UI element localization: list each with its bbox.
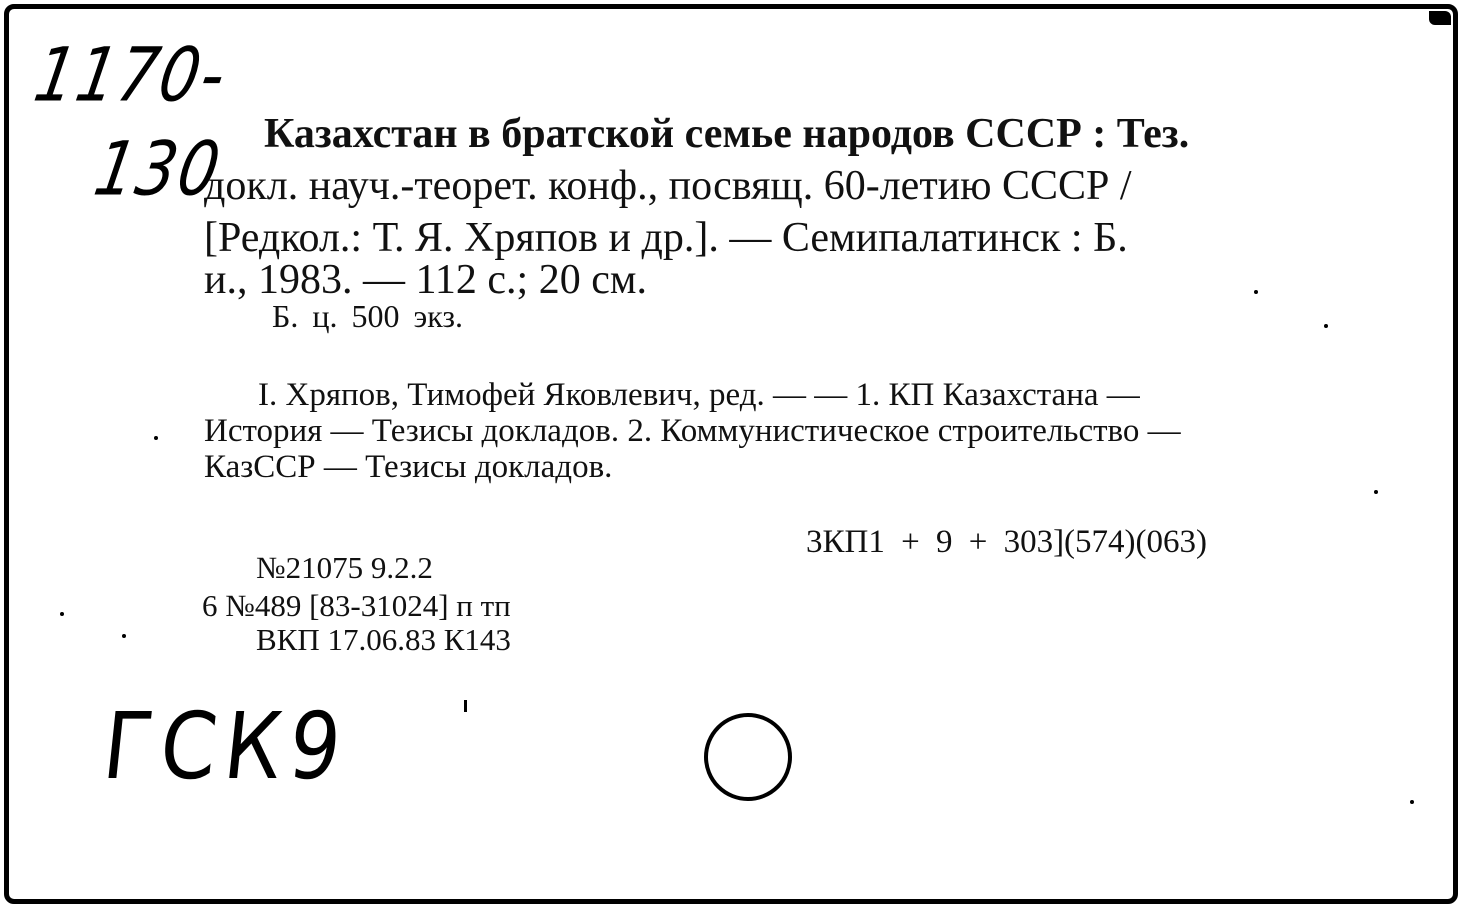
ink-speck <box>60 612 64 616</box>
ink-speck <box>1324 324 1328 328</box>
ink-tick-mark <box>464 700 467 712</box>
admin-line-3: ВКП 17.06.83 К143 <box>256 622 511 657</box>
ink-speck <box>1254 290 1258 294</box>
title-line-2: докл. науч.-теорет. конф., посвящ. 60-летию СССР / <box>204 163 1132 209</box>
title-line-4: и., 1983. — 112 с.; 20 см. <box>204 257 647 303</box>
ink-speck <box>122 634 126 638</box>
ink-speck <box>1410 800 1414 804</box>
admin-line-1: №21075 9.2.2 <box>256 550 433 585</box>
ink-speck <box>154 436 158 440</box>
card-corner-mark <box>1429 11 1451 25</box>
tracing-note-line-1: I. Хряпов, Тимофей Яковлевич, ред. — — 1. КП Казахстана — <box>258 377 1140 413</box>
title-line-1: Казахстан в братской семье народов СССР : Тез. <box>264 111 1190 157</box>
handwritten-shelf-code-top: 1170- <box>28 30 234 119</box>
admin-line-2: 6 №489 [83-31024] п тп <box>202 588 511 623</box>
title-line-3: [Редкол.: Т. Я. Хряпов и др.]. — Семипалатинск : Б. <box>204 215 1128 261</box>
handwritten-signature: ГСК9 <box>98 693 354 800</box>
classification-code: 3КП1 + 9 + 303](574)(063) <box>806 524 1208 560</box>
handwritten-shelf-code-bottom: 130 <box>88 124 229 213</box>
price-and-print-run: Б. ц. 500 экз. <box>272 298 463 334</box>
card-punch-hole <box>704 713 792 801</box>
tracing-note-line-3: КазССР — Тезисы докладов. <box>204 449 613 485</box>
ink-speck <box>1374 490 1378 494</box>
tracing-note-line-2: История — Тезисы докладов. 2. Коммунистическое строительство — <box>204 413 1181 449</box>
